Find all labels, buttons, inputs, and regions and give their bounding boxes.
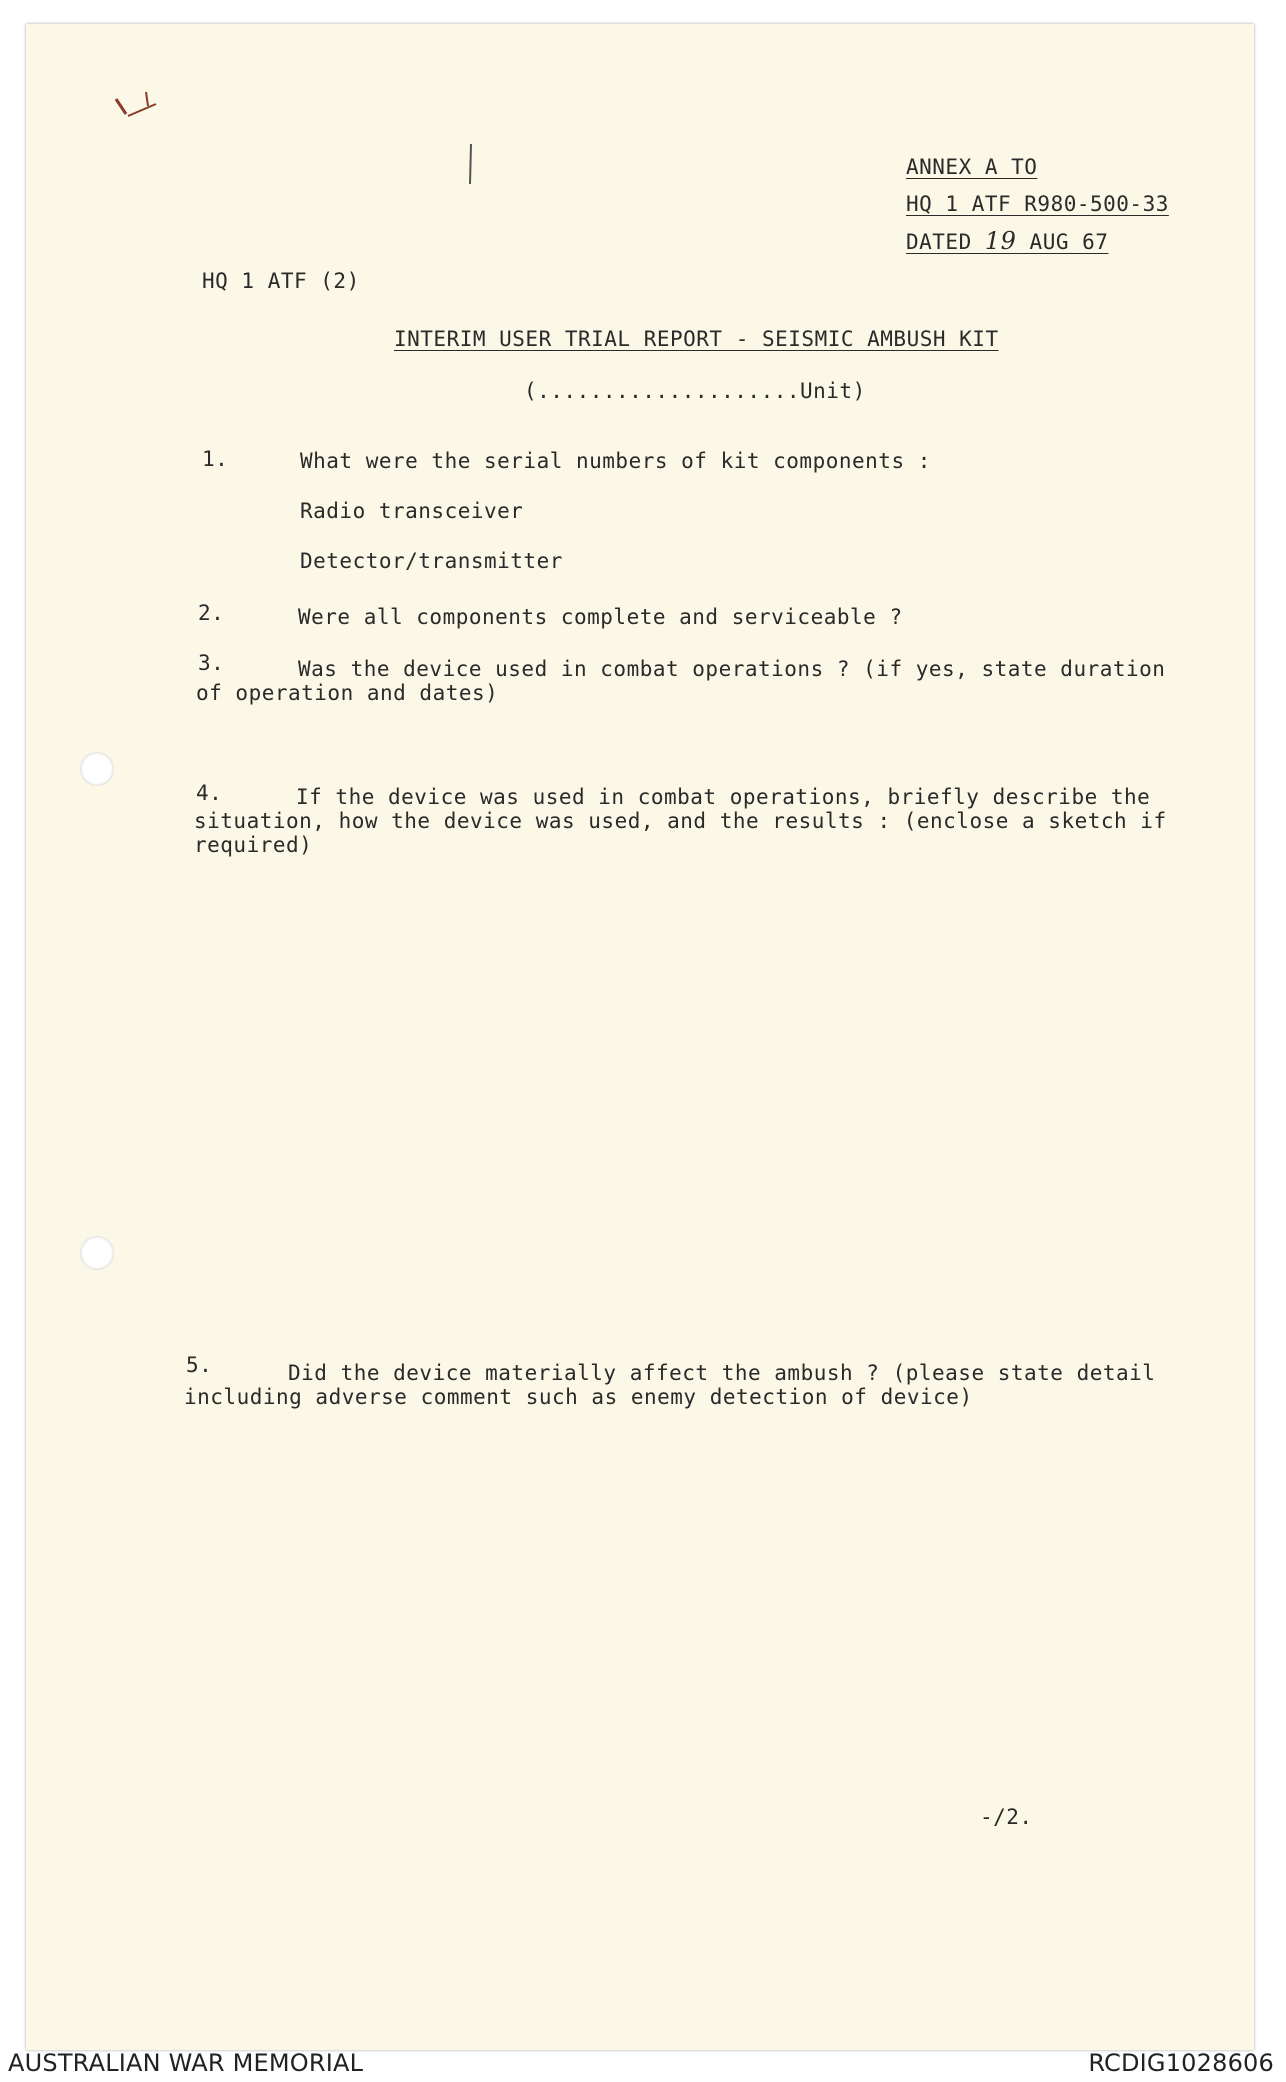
pencil-mark-top-left xyxy=(86,74,166,144)
punch-hole-upper xyxy=(80,752,114,786)
question-3-continuation: of operation and dates) xyxy=(196,681,499,705)
dated-suffix: AUG 67 xyxy=(1016,230,1109,254)
component-radio-transceiver: Radio transceiver xyxy=(300,499,524,523)
question-4-continuation-2: required) xyxy=(194,833,313,857)
distribution-line: HQ 1 ATF (2) xyxy=(202,269,360,293)
punch-hole-lower xyxy=(80,1236,114,1270)
question-4-text: If the device was used in combat operations, briefly describe the xyxy=(296,785,1151,809)
question-3-text: Was the device used in combat operations ? (if yes, state duration xyxy=(298,657,1166,681)
footer-archive-name: AUSTRALIAN WAR MEMORIAL xyxy=(8,2049,364,2077)
question-5-continuation: including adverse comment such as enemy detection of device) xyxy=(184,1385,973,1409)
question-1-text: What were the serial numbers of kit components : xyxy=(300,449,931,473)
unit-line: (....................Unit) xyxy=(524,379,866,403)
question-3-number: 3. xyxy=(198,651,225,675)
question-2-number: 2. xyxy=(198,601,225,625)
page-title: INTERIM USER TRIAL REPORT - SEISMIC AMBUSH KIT xyxy=(394,327,999,351)
dated-prefix: DATED xyxy=(906,230,985,254)
footer-record-id: RCDIG1028606 xyxy=(1088,2049,1274,2077)
annex-reference-number: HQ 1 ATF R980-500-33 xyxy=(906,192,1169,216)
page-continuation: -/2. xyxy=(980,1805,1033,1829)
question-2-text: Were all components complete and serviceable ? xyxy=(298,605,903,629)
pencil-tick-mark xyxy=(466,139,476,189)
question-1-number: 1. xyxy=(202,447,229,471)
question-5-text: Did the device materially affect the ambush ? (please state detail xyxy=(288,1361,1156,1385)
component-detector-transmitter: Detector/transmitter xyxy=(300,549,563,573)
annex-dated-line xyxy=(906,228,1108,255)
question-4-number: 4. xyxy=(196,781,223,805)
document-page xyxy=(26,24,1254,2050)
question-5-number: 5. xyxy=(186,1353,213,1377)
question-4-continuation: situation, how the device was used, and the results : (enclose a sketch if xyxy=(194,809,1167,833)
annex-line-1: ANNEX A TO xyxy=(906,155,1038,179)
dated-day-handwritten: 19 xyxy=(984,227,1017,255)
